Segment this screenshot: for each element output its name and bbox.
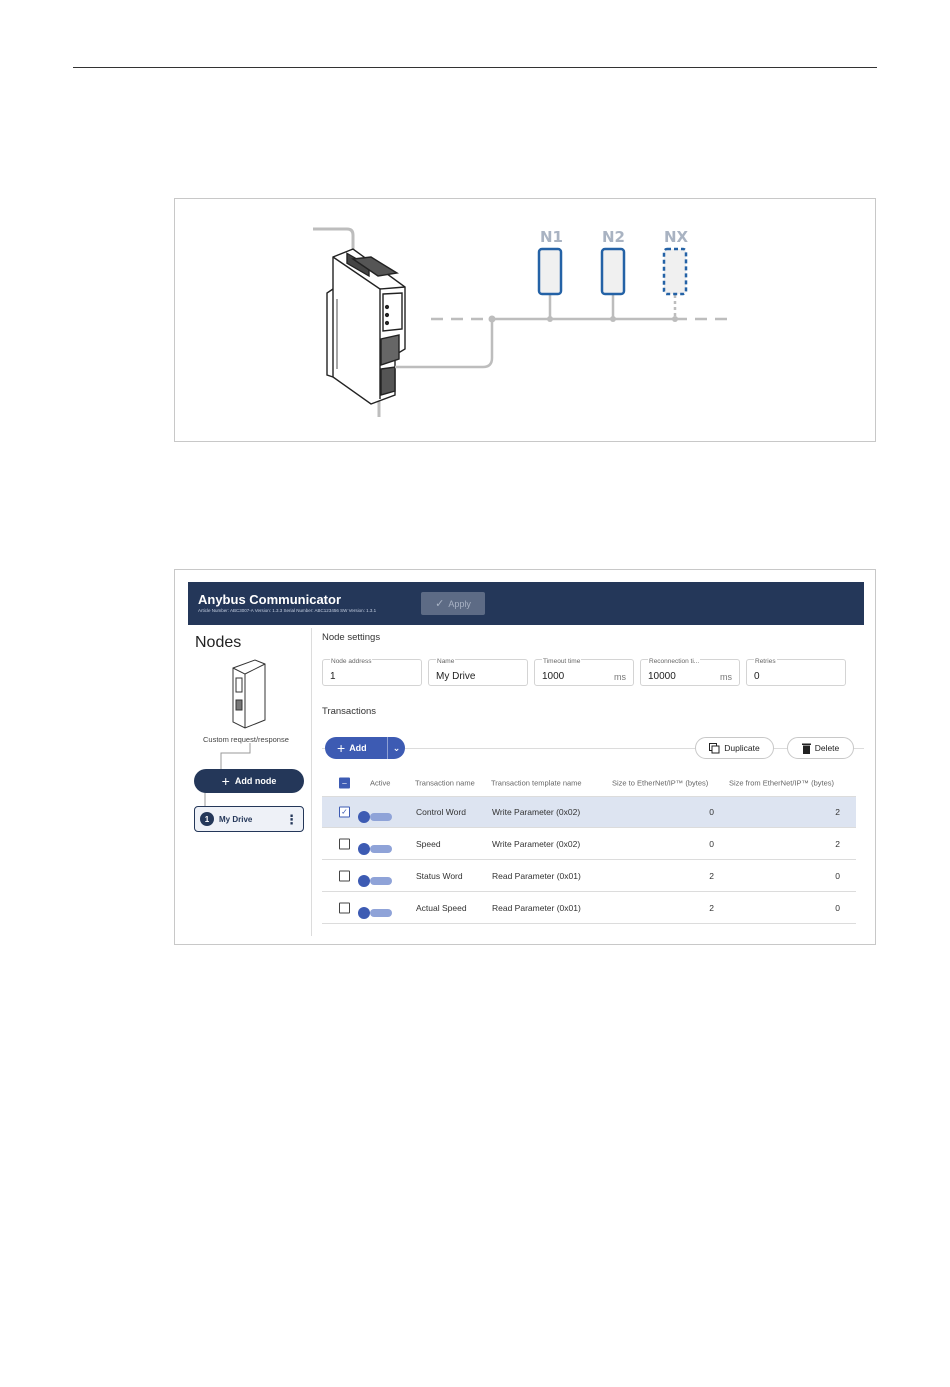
retries-field[interactable] [746, 659, 846, 686]
network-diagram [175, 199, 875, 441]
app-subtitle: Article Number: ABC3007-A Version: 1.3.3 Serial Number: ABC123456 SW Version: 1.3.1 [198, 608, 377, 613]
duplicate-button[interactable] [695, 737, 774, 759]
row-checkbox[interactable] [339, 870, 350, 881]
apply-label: Apply [448, 598, 471, 609]
table-header [322, 770, 856, 796]
upper-cable [313, 229, 353, 251]
check-icon: ✓ [435, 598, 445, 610]
delete-button[interactable] [787, 737, 854, 759]
node-settings-title: Node settings [322, 632, 381, 643]
node-n2-box [602, 249, 624, 294]
size-from: 0 [835, 870, 840, 881]
duplicate-label: Duplicate [724, 743, 760, 753]
node-item-my-drive[interactable] [194, 806, 304, 832]
size-from: 0 [835, 902, 840, 913]
field-label: Timeout time [543, 658, 581, 665]
node-n2-label: N2 [602, 228, 625, 246]
field-label: Name [437, 658, 455, 665]
field-label: Retries [755, 658, 776, 665]
table-row[interactable] [322, 828, 856, 860]
transaction-name: Speed [416, 838, 441, 849]
gateway-device-icon [327, 249, 405, 404]
size-to: 0 [709, 807, 714, 817]
field-value: 1 [330, 671, 336, 682]
transactions-table [322, 770, 856, 924]
add-label: Add [349, 743, 367, 753]
nodes-title: Nodes [195, 634, 242, 651]
column-header[interactable]: Size from EtherNet/IP™ (bytes) [729, 778, 835, 788]
table-row[interactable] [322, 796, 856, 828]
plus-icon: + [337, 740, 346, 756]
gateway-drop-line [395, 319, 492, 367]
column-header[interactable]: Active [370, 778, 391, 788]
delete-label: Delete [814, 743, 840, 753]
node-n1-label: N1 [540, 228, 563, 246]
node-number-badge: 1 [200, 812, 214, 826]
app-header [188, 582, 864, 625]
add-transaction-button[interactable] [325, 737, 405, 759]
table-row[interactable] [322, 860, 856, 892]
node-nx-label: NX [664, 228, 689, 246]
apply-button[interactable] [421, 592, 485, 615]
field-value: 1000 [542, 671, 565, 682]
transaction-template: Read Parameter (0x01) [492, 902, 581, 913]
field-unit: ms [720, 672, 732, 682]
column-header[interactable]: Transaction name [415, 778, 475, 788]
app-screenshot-figure [174, 569, 876, 945]
row-checkbox[interactable] [339, 902, 350, 913]
sidebar-divider [311, 628, 312, 936]
transaction-template: Write Parameter (0x02) [492, 807, 581, 817]
add-node-label: Add node [234, 776, 277, 786]
node-address-field[interactable] [322, 659, 422, 686]
field-unit: ms [614, 672, 626, 682]
add-button-main[interactable] [325, 740, 381, 756]
row-checkbox[interactable] [339, 838, 350, 849]
column-header[interactable]: Transaction template name [491, 778, 582, 788]
row-checkbox[interactable]: ✓ [339, 807, 350, 818]
device-caption: Custom request/response [203, 735, 289, 744]
more-options-icon[interactable]: ⋮ [285, 811, 298, 827]
field-value: My Drive [436, 671, 476, 682]
size-from: 2 [835, 807, 840, 817]
field-label: Node address [331, 658, 372, 665]
gateway-thumbnail-icon [225, 658, 269, 730]
transaction-name: Status Word [416, 870, 463, 881]
table-body [322, 796, 856, 924]
transaction-template: Write Parameter (0x02) [492, 838, 581, 849]
field-value: 10000 [648, 671, 676, 682]
trash-icon [802, 743, 811, 754]
page-top-rule [73, 67, 877, 68]
reconnection-time-field[interactable] [640, 659, 740, 686]
transaction-template: Read Parameter (0x01) [492, 870, 581, 881]
size-to: 2 [709, 870, 714, 881]
network-diagram-figure [174, 198, 876, 442]
table-row[interactable] [322, 892, 856, 924]
column-header[interactable]: Size to EtherNet/IP™ (bytes) [612, 778, 709, 788]
node-nx-box [664, 249, 686, 294]
bus-junction-dot [489, 316, 496, 323]
transactions-title: Transactions [322, 706, 377, 717]
size-to: 0 [709, 838, 714, 849]
app-title: Anybus Communicator [198, 592, 342, 607]
transaction-name: Actual Speed [416, 902, 467, 913]
add-node-button[interactable] [194, 769, 304, 793]
chevron-down-icon[interactable]: ⌄ [392, 742, 401, 753]
field-label: Reconnection ti... [649, 658, 700, 665]
node-n1-box [539, 249, 561, 294]
plus-icon: + [221, 773, 230, 789]
node-item-label: My Drive [219, 814, 253, 824]
size-from: 2 [835, 838, 840, 849]
size-to: 2 [709, 902, 714, 913]
timeout-time-field[interactable] [534, 659, 634, 686]
transaction-name: Control Word [416, 807, 466, 817]
name-field[interactable] [428, 659, 528, 686]
select-all-checkbox[interactable]: – [339, 778, 350, 789]
field-value: 0 [754, 671, 760, 682]
copy-icon [709, 743, 720, 754]
